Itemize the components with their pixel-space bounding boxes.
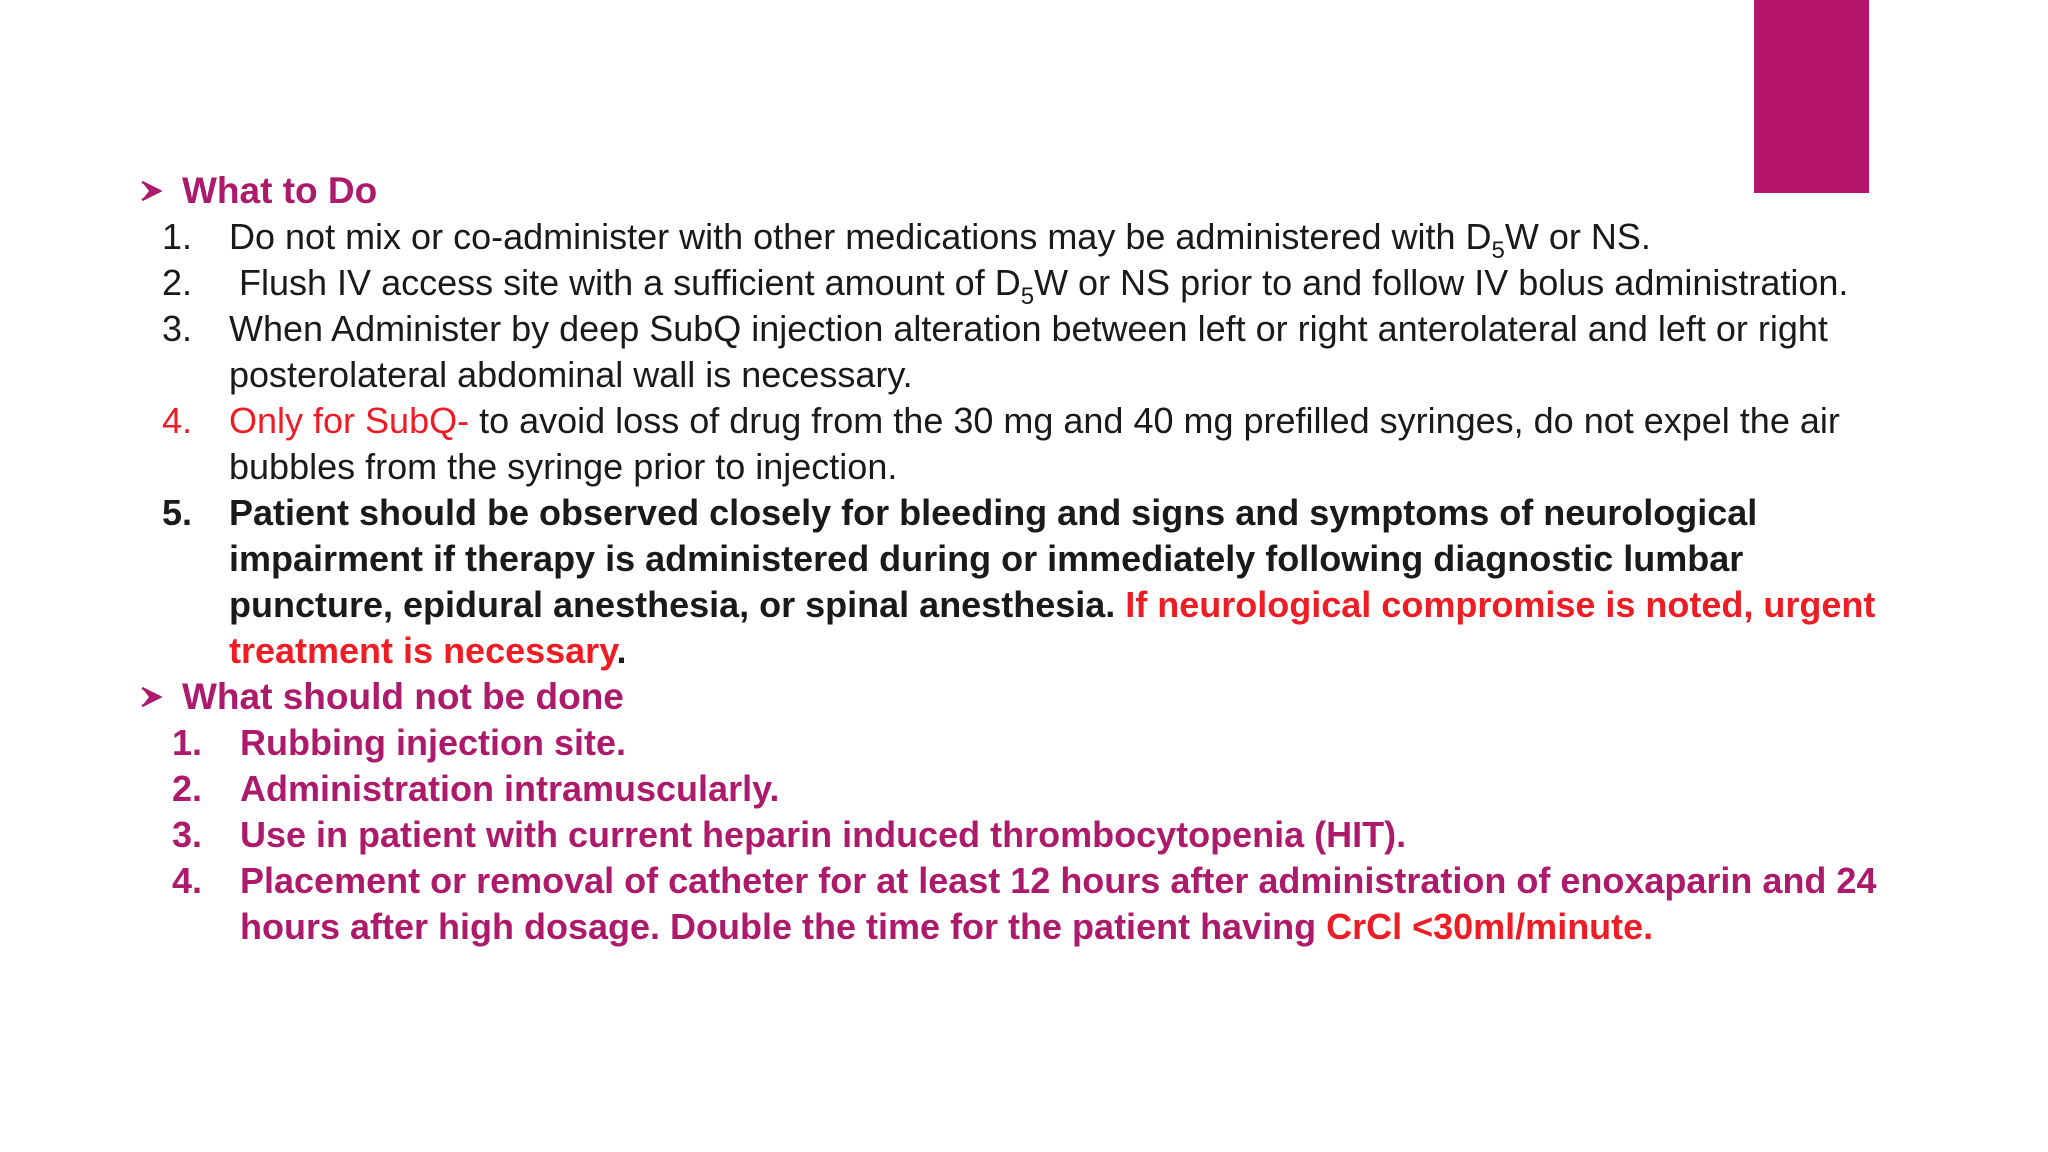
crcl-warning: CrCl <30ml/minute. xyxy=(1326,906,1654,947)
slide-body xyxy=(140,168,1880,950)
dont-list xyxy=(140,720,1880,950)
list-item xyxy=(140,812,1880,858)
item-text: Administration intramuscularly. xyxy=(240,768,780,809)
section-heading-text: What to Do xyxy=(182,170,378,211)
urgent-warning: If neurological compromise is noted, urgent treatment is necessary xyxy=(229,584,1876,671)
list-item xyxy=(140,398,1880,490)
list-number: 3. xyxy=(161,308,192,349)
arrow-bullet-icon xyxy=(140,674,166,720)
do-list xyxy=(140,214,1880,674)
list-number: 1. xyxy=(161,216,192,257)
list-number: 2. xyxy=(161,262,192,303)
section-heading-what-not-to-do xyxy=(140,674,1880,720)
list-number: 4. xyxy=(171,860,202,901)
list-number: 5. xyxy=(161,492,192,533)
item-text: Placement or removal of catheter for at least 12 hours after administration of enoxaparin and 24 hours after high dosage. Double the time for the patient having CrCl <30ml/minute. xyxy=(240,860,1877,947)
section-heading-text: What should not be done xyxy=(182,676,624,717)
arrow-bullet-icon xyxy=(140,168,166,214)
item-text: Do not mix or co-administer with other medications may be administered with $D_5W$ or NS. xyxy=(229,216,1651,265)
list-number: 2. xyxy=(171,768,202,809)
item-text: Rubbing injection site. xyxy=(240,722,626,763)
list-item xyxy=(140,490,1880,674)
accent-bar xyxy=(1754,0,1869,193)
list-item xyxy=(140,720,1880,766)
item-text: Only for SubQ- to avoid loss of drug from the 30 mg and 40 mg prefilled syringes, do not expel the air bubbles from the syringe prior to injection. xyxy=(229,400,1840,487)
list-item xyxy=(140,858,1880,950)
item-text: Patient should be observed closely for bleeding and signs and symptoms of neurological impairment if therapy is administered during or immediately following diagnostic lumbar puncture, epidural anesthesia, or spinal anesthesia. If neurological compromise is noted, urgent treatment is necessary. xyxy=(229,492,1876,671)
list-item xyxy=(140,766,1880,812)
list-number: 3. xyxy=(171,814,202,855)
item-text: Use in patient with current heparin induced thrombocytopenia (HIT). xyxy=(240,814,1407,855)
list-number: 4. xyxy=(161,400,192,441)
list-number: 1. xyxy=(171,722,202,763)
list-item xyxy=(140,260,1880,311)
item-text: When Administer by deep SubQ injection alteration between left or right anterolateral and left or right posterolateral abdominal wall is necessary. xyxy=(229,308,1828,395)
list-item xyxy=(140,214,1880,265)
item-text: Flush IV access site with a sufficient amount of $D_5W$ or NS prior to and follow IV bolus administration. xyxy=(229,262,1849,311)
subq-warning: Only for SubQ- xyxy=(229,400,470,441)
section-heading-what-to-do xyxy=(140,168,1880,214)
list-item xyxy=(140,306,1880,398)
